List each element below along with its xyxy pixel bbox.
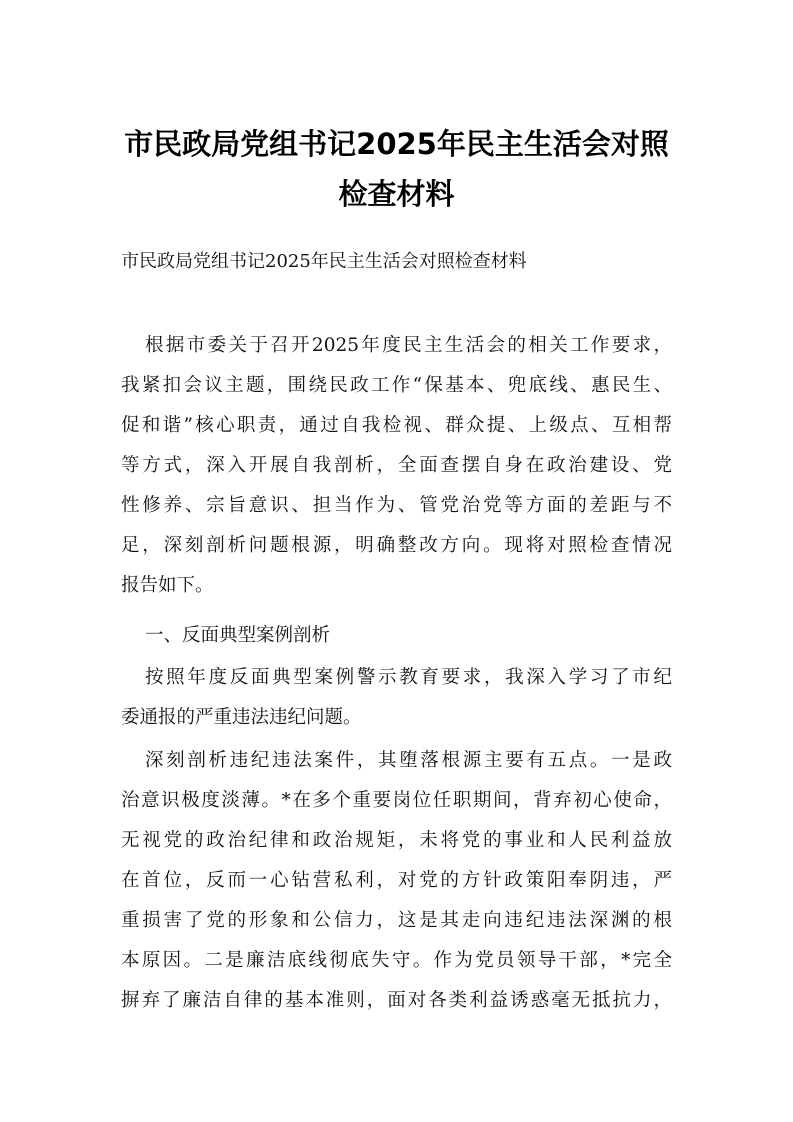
paragraph-line: 按照年度反面典型案例警示教育要求，我深入学习了市纪: [145, 667, 672, 688]
paragraph-line: 性修养、宗旨意识、担当作为、管党治党等方面的差距与不: [121, 495, 672, 516]
paragraph-line: 深刻剖析违纪违法案件，其堕落根源主要有五点。一是政: [145, 750, 672, 771]
paragraph-line: 委通报的严重违法违纪问题。: [121, 707, 362, 728]
paragraph-line: 促和谐”核心职责，通过自我检视、群众提、上级点、互相帮: [121, 415, 672, 436]
paragraph-line: 摒弃了廉洁自律的基本准则，面对各类利益诱惑毫无抵抗力，: [121, 990, 672, 1011]
paragraph-line: 报告如下。: [121, 575, 214, 596]
paragraph-line: 我紧扣会议主题，围绕民政工作“保基本、兜底线、惠民生、: [121, 375, 672, 396]
paragraph-line: 足，深刻剖析问题根源，明确整改方向。现将对照检查情况: [121, 535, 672, 556]
document-subtitle: 市民政局党组书记2025年民主生活会对照检查材料: [121, 251, 527, 272]
paragraph-line: 在首位，反而一心钻营私利，对党的方针政策阳奉阴违，严: [121, 870, 672, 891]
document-title-line-2: 检查材料: [338, 177, 455, 211]
paragraph-line: 重损害了党的形象和公信力，这是其走向违纪违法深渊的根: [121, 910, 672, 931]
paragraph-line: 等方式，深入开展自我剖析，全面查摆自身在政治建设、党: [121, 455, 672, 476]
section-heading: 一、反面典型案例剖析: [145, 625, 331, 646]
paragraph-line: 无视党的政治纪律和政治规矩，未将党的事业和人民利益放: [121, 830, 672, 851]
paragraph-line: 本原因。二是廉洁底线彻底失守。作为党员领导干部，*完全: [121, 950, 672, 971]
paragraph-line: 根据市委关于召开2025年度民主生活会的相关工作要求，: [145, 335, 672, 356]
paragraph-line: 治意识极度淡薄。*在多个重要岗位任职期间，背弃初心使命，: [121, 790, 672, 811]
document-title-line-1: 市民政局党组书记2025年民主生活会对照: [124, 127, 669, 161]
